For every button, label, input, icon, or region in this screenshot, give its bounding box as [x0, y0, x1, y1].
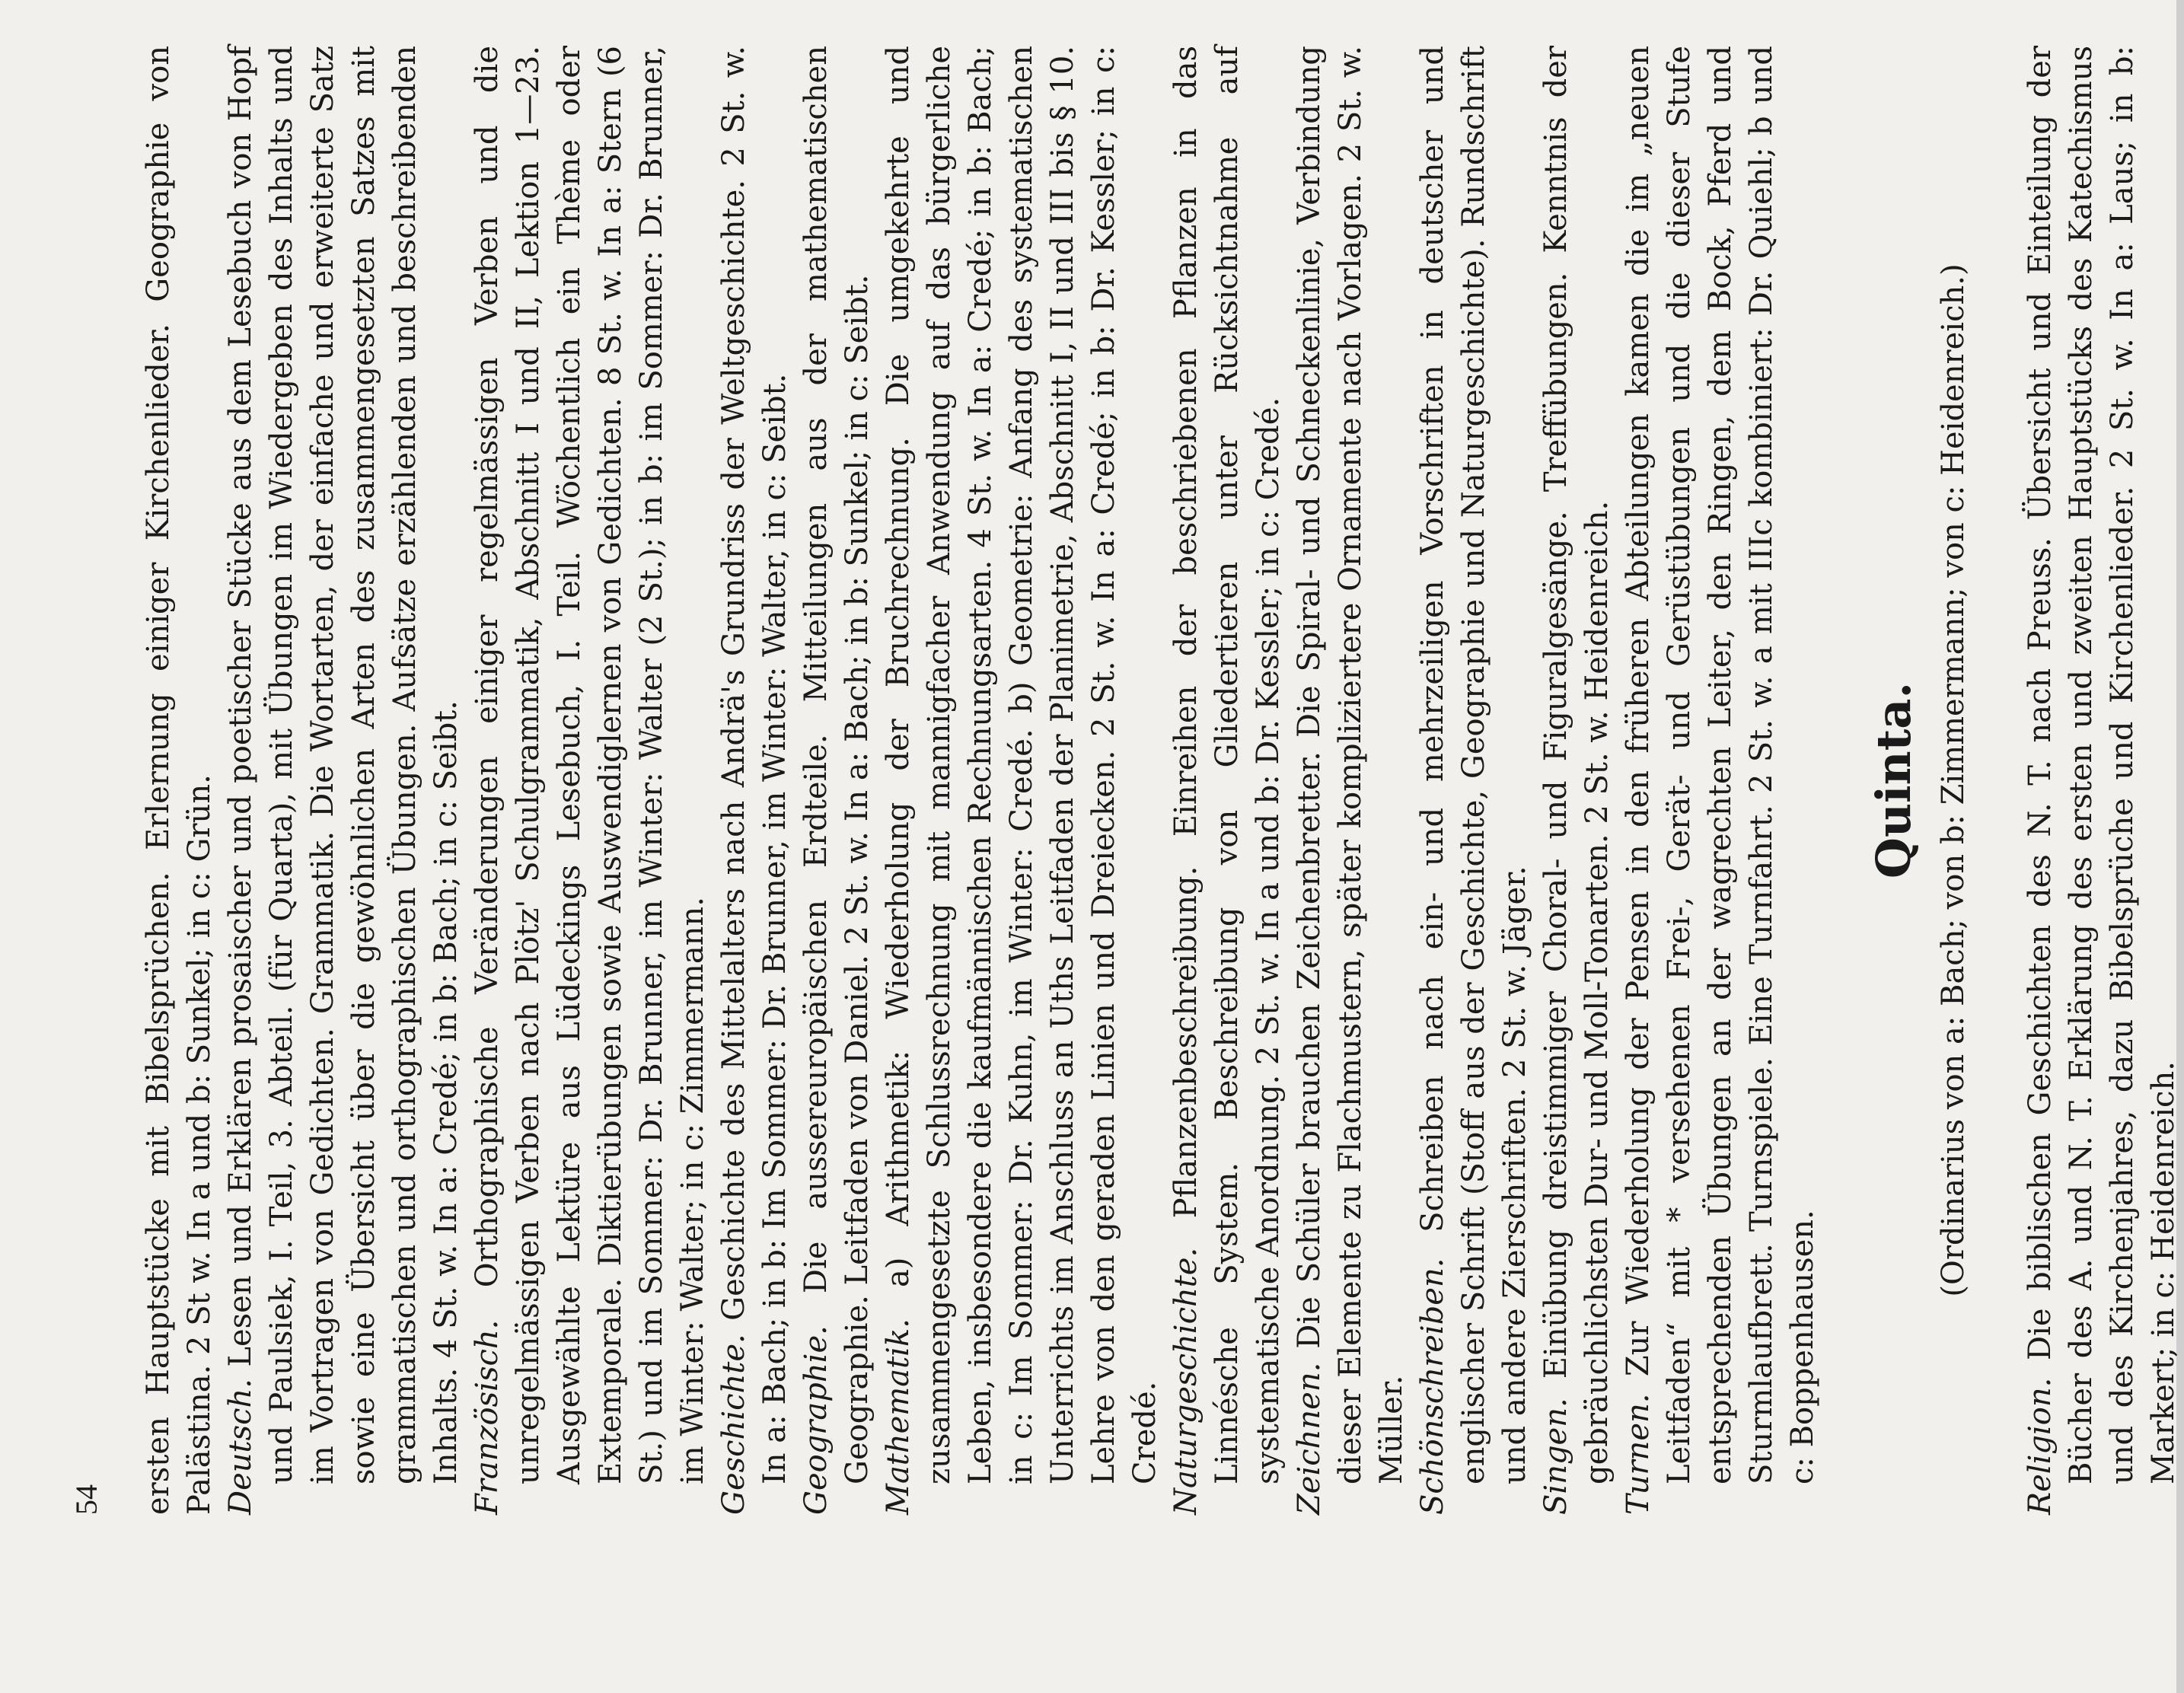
body-text: [138, 46, 2184, 1515]
subject-label: Französisch.: [470, 1319, 505, 1515]
subject-label: Zeichnen.: [1292, 1362, 1327, 1515]
subject-label: Mathematik.: [881, 1318, 916, 1515]
paragraph-naturgeschichte: Naturgeschichte. Pflanzenbeschreibung. Einreihen der beschriebenen Pflanzen in das Linnésche System. Beschreibung von Gliedertieren unter Rücksichtnahme auf systematische Anordnung. 2 St. w. In a und b: Dr. Kessler; in c: Credé.: [1169, 45, 1286, 1515]
paragraph-mathematik: Mathematik. a) Arithmetik: Wiederholung der Bruchrechnung. Die umgekehrte und zusammengesetzte Schlussrechnung mit mannigfacher Anwendung auf das bürgerliche Leben, insbesondere die kaufmännischen Rechnungsarten. 4 St. w. In a: Credé; in b: Bach; in c: Im Sommer: Dr. Kuhn, im Winter: Credé. b) Geometrie: Anfang des systematischen Unterrichts im Anschluss an Uths Leitfaden der Planimetrie, Abschnitt I, II und III bis § 10. Lehre von den geraden Linien und Dreiecken. 2 St. w. In a: Credé; in b: Dr. Kessler; in c: Credé.: [881, 45, 1162, 1515]
subject-label: Geographie.: [799, 1325, 834, 1515]
paragraph-singen: Singen. Einübung dreistimmiger Choral- und Figuralgesänge. Treffübungen. Kenntnis der gebräuchlichsten Dur- und Moll-Tonarten. 2 St. w. Heidenreich.: [1538, 46, 1615, 1515]
paragraph-deutsch: Deutsch. Lesen und Erklären prosaischer und poetischer Stücke aus dem Lesebuch von Hopf und Paulsiek, I. Teil, 3. Abteil. (für Quarta), mit Übungen im Wiedergeben des Inhalts und im Vortragen von Gedichten. Grammatik. Die Wortarten, der einfache und erweiterte Satz sowie eine Übersicht über die gewöhnlichen Arten des zusammengesetzten Satzes mit grammatischen und orthographischen Übungen. Aufsätze erzählenden und beschreibenden Inhalts. 4 St. w. In a: Credé; in b: Bach; in c: Seibt.: [223, 45, 464, 1515]
subject-label: Schönschreiben.: [1415, 1258, 1450, 1515]
paragraph-geschichte: Geschichte. Geschichte des Mittelalters nach Andrä's Grundriss der Weltgeschichte. 2 St. w. In a: Bach; in b: Im Sommer: Dr. Brunner, im Winter: Walter, in c: Seibt.: [716, 45, 792, 1515]
subject-label: Religion.: [2023, 1377, 2058, 1515]
subject-label: Singen.: [1538, 1398, 1573, 1515]
paragraph-geographie: Geographie. Die aussereuropäischen Erdteile. Mitteilungen aus der mathematischen Geographie. Leitfaden von Daniel. 2 St. w. In a: Bach; in b: Sunkel; in c: Seibt.: [799, 46, 875, 1515]
subject-label: Turnen.: [1621, 1393, 1656, 1515]
paragraph-religion: Religion. Die biblischen Geschichten des N. T. nach Preuss. Übersicht und Einteilung der Bücher des A. und N. T. Erklärung des ersten und zweiten Hauptstücks des Katechismus und des Kirchenjahres, dazu Bibelsprüche und Kirchenlieder. 2 St. w. In a: Laus; in b: Markert; in c: Heidenreich.: [2023, 45, 2181, 1515]
rotated-text-block: [69, 45, 2181, 1515]
paragraph-turnen: Turnen. Zur Wiederholung der Pensen in den früheren Abteilungen kamen die im „neuen Leitfaden“ mit * versehenen Frei-, Gerät- und Gerüstübungen und die dieser Stufe entsprechenden Übungen an der wagrechten Leiter, den Ringen, dem Bock, Pferd und Sturmlaufbrett. Turnspiele. Eine Turnfahrt. 2 St. w. a mit IIIc kombiniert: Dr. Quiehl; b und c: Boppenhausen.: [1621, 46, 1820, 1515]
paragraph-franzoesisch: Französisch. Orthographische Veränderungen einiger regelmässigen Verben und die unregelmässigen Verben nach Plötz' Schulgrammatik, Abschnitt I und II, Lektion 1—23. Ausgewählte Lektüre aus Lüdeckings Lesebuch, I. Teil. Wöchentlich ein Thème oder Extemporale. Diktierübungen sowie Auswendiglernen von Gedichten. 8 St. w. In a: Stern (6 St.) und im Sommer: Dr. Brunner, im Winter: Walter (2 St.); in b: im Sommer: Dr. Brunner, im Winter: Walter; in c: Zimmermann.: [470, 46, 710, 1515]
subject-label: Geschichte.: [716, 1334, 751, 1515]
ordinarius-line: (Ordinarius von a: Bach; von b: Zimmermann; von c: Heidenreich.): [1936, 263, 1971, 1297]
section-heading: Quinta.: [1866, 681, 1921, 879]
paragraph-schoenschreiben: Schönschreiben. Schreiben nach ein- und mehrzeiligen Vorschriften in deutscher und englischer Schrift (Stoff aus der Geschichte, Geographie und Naturgeschichte). Rundschrift und andere Zierschriften. 2 St. w. Jäger.: [1415, 46, 1532, 1515]
paragraph-zeichnen: Zeichnen. Die Schüler brauchen Zeichenbretter. Die Spiral- und Schneckenlinie, Verbindung dieser Elemente zu Flachmustern, später kompliziertere Ornamente nach Vorlagen. 2 St. w. Müller.: [1292, 46, 1409, 1515]
page-number: 54: [69, 1484, 104, 1515]
subject-label: Deutsch.: [223, 1379, 258, 1515]
subject-label: Naturgeschichte.: [1169, 1247, 1204, 1515]
paragraph-religion-continued: ersten Hauptstücke mit Bibelsprüchen. Erlernung einiger Kirchenlieder. Geographie von Palästina. 2 St w. In a und b: Sunkel; in c: Grün.: [141, 46, 217, 1515]
